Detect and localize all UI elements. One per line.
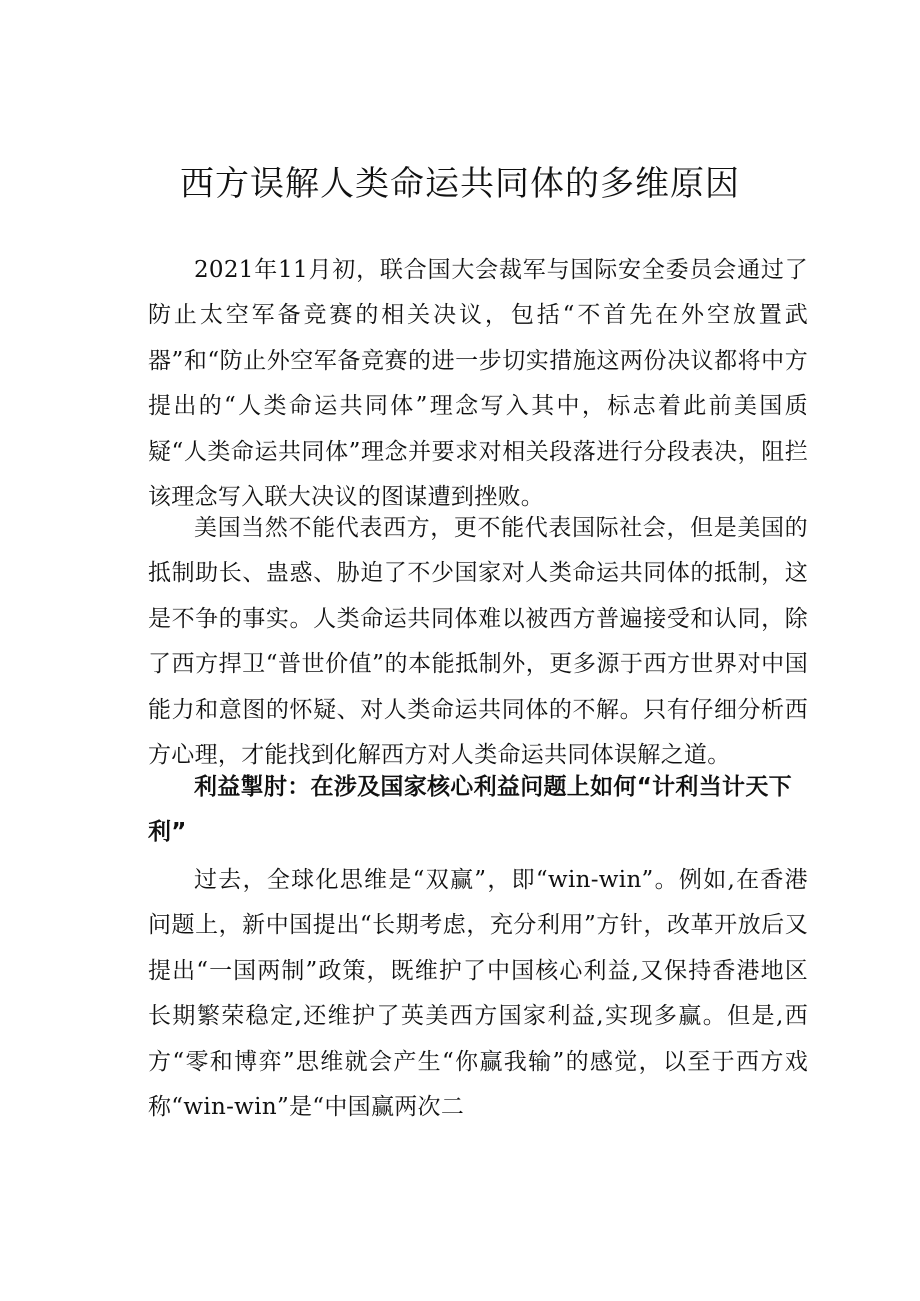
paragraph-2: 美国当然不能代表西方，更不能代表国际社会，但是美国的抵制助长、蛊惑、胁迫了不少国家对人类命运共同体的抵制，这是不争的事实。人类命运共同体难以被西方普遍接受和认同，除了西方捍卫“普世价值”的本能抵制外，更多源于西方世界对中国能力和意图的怀疑、对人类命运共同体的不解。只有仔细分析西方心理，才能找到化解西方对人类命运共同体误解之道。 — [148, 515, 808, 769]
paragraph-1: 2021年11月初，联合国大会裁军与国际安全委员会通过了防止太空军备竞赛的相关决议，包括“不首先在外空放置武器”和“防止外空军备竞赛的进一步切实措施这两份决议都将中方提出的“人类命运共同体”理念写入其中，标志着此前美国质疑“人类命运共同体”理念并要求对相关段落进行分段表决，阻拦该理念写入联大决议的图谋遭到挫败。 — [148, 257, 808, 511]
document-title: 西方误解人类命运共同体的多维原因 — [180, 164, 740, 204]
paragraph-3: 过去，全球化思维是“双赢”，即“win-win”。例如,在香港问题上，新中国提出“长期考虑，充分利用”方针，改革开放后又提出“一国两制”政策，既维护了中国核心利益,又保持香港地区长期繁荣稳定,还维护了英美西方国家利益,实现多赢。但是,西方“零和博弈”思维就会产生“你赢我输”的感觉，以至于西方戏称“win-win”是“中国赢两次二 — [148, 867, 808, 1121]
section-heading: 利益掣肘：在涉及国家核心利益问题上如何“计利当计天下利” — [148, 774, 792, 846]
